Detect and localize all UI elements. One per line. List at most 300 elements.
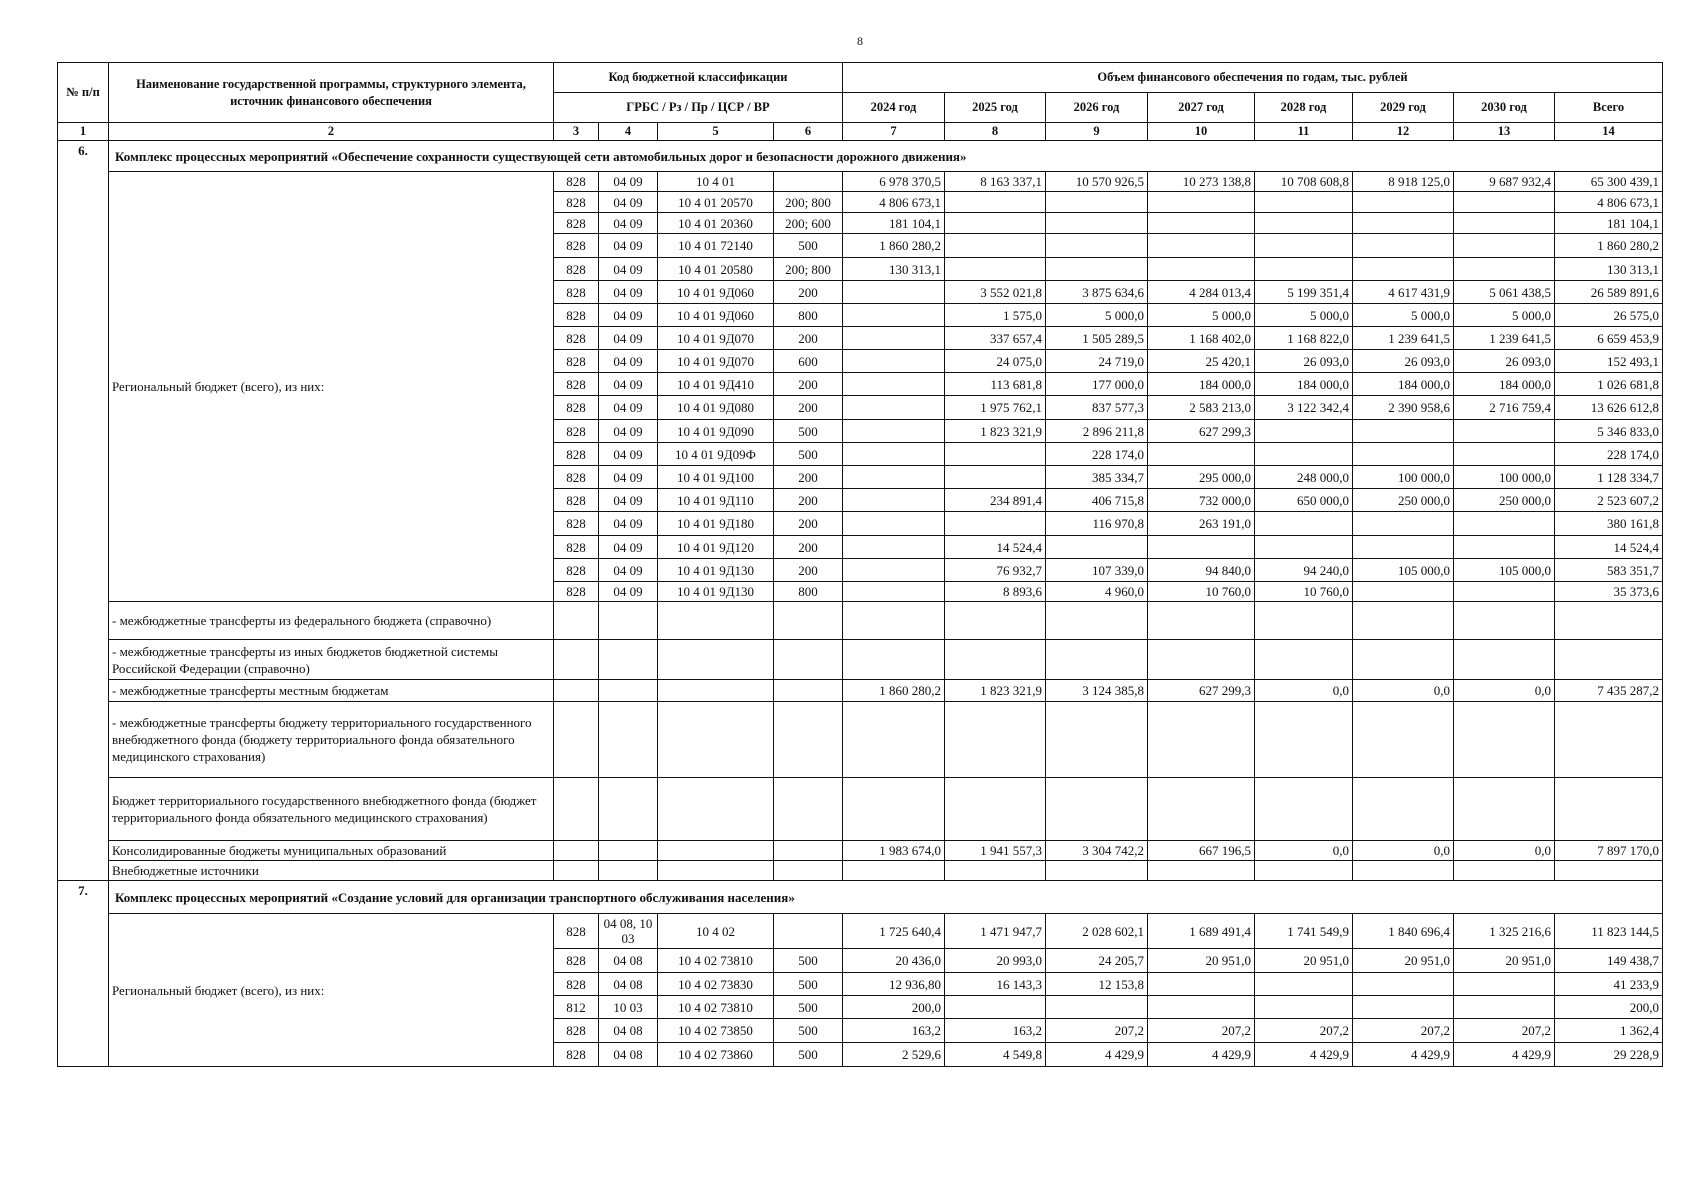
amount-cell: 65 300 439,1: [1555, 172, 1663, 192]
amount-cell: [945, 443, 1046, 466]
source-row: [58, 841, 1663, 861]
amount-cell: 113 681,8: [945, 373, 1046, 396]
code-cell: 10 4 01 20570: [658, 192, 774, 213]
amount-cell: [843, 466, 945, 489]
code-cell: [774, 778, 843, 841]
amount-cell: [945, 258, 1046, 281]
amount-cell: 2 896 211,8: [1046, 420, 1148, 443]
code-cell: 200: [774, 373, 843, 396]
amount-cell: 1 983 674,0: [843, 841, 945, 861]
code-cell: [554, 861, 599, 881]
amount-cell: [1454, 602, 1555, 640]
code-cell: 04 09: [599, 327, 658, 350]
amount-cell: 200,0: [843, 996, 945, 1019]
header-volume-group: Объем финансового обеспечения по годам, тыс. рублей: [843, 63, 1663, 93]
amount-cell: 26 093,0: [1353, 350, 1454, 373]
financing-table: [57, 62, 1663, 1067]
header-row-1: [58, 63, 1663, 93]
amount-cell: [1555, 602, 1663, 640]
code-cell: 04 09: [599, 213, 658, 234]
code-cell: 10 4 01 9Д090: [658, 420, 774, 443]
amount-cell: 2 583 213,0: [1148, 396, 1255, 420]
amount-cell: [1555, 702, 1663, 778]
amount-cell: [1148, 861, 1255, 881]
amount-cell: 1 362,4: [1555, 1019, 1663, 1043]
amount-cell: 35 373,6: [1555, 582, 1663, 602]
code-cell: [774, 861, 843, 881]
code-cell: [554, 602, 599, 640]
amount-cell: 130 313,1: [843, 258, 945, 281]
amount-cell: [1353, 861, 1454, 881]
amount-cell: [1046, 536, 1148, 559]
amount-cell: [1353, 778, 1454, 841]
amount-cell: 14 524,4: [945, 536, 1046, 559]
code-cell: 828: [554, 949, 599, 973]
section-title-row: [58, 881, 1663, 914]
section-title: Комплекс процессных мероприятий «Создание условий для организации транспортного обслуживания населения»: [109, 881, 1663, 914]
amount-cell: [945, 466, 1046, 489]
code-cell: 10 4 01 9Д080: [658, 396, 774, 420]
column-number: 11: [1255, 123, 1353, 141]
amount-cell: 0,0: [1255, 841, 1353, 861]
code-cell: 828: [554, 234, 599, 258]
amount-cell: 4 960,0: [1046, 582, 1148, 602]
code-cell: 200: [774, 396, 843, 420]
table-row: [58, 172, 1663, 192]
amount-cell: 1 941 557,3: [945, 841, 1046, 861]
code-cell: 500: [774, 996, 843, 1019]
code-cell: 10 4 02: [658, 914, 774, 949]
amount-cell: 94 840,0: [1148, 559, 1255, 582]
amount-cell: 24 205,7: [1046, 949, 1148, 973]
code-cell: [774, 680, 843, 702]
amount-cell: [1555, 861, 1663, 881]
amount-cell: [1148, 443, 1255, 466]
source-label: Бюджет территориального государственного внебюджетного фонда (бюджет территориального фонда обязательного медицинского страхования): [109, 778, 554, 841]
code-cell: 200; 800: [774, 258, 843, 281]
amount-cell: 1 128 334,7: [1555, 466, 1663, 489]
amount-cell: 250 000,0: [1353, 489, 1454, 512]
amount-cell: [843, 350, 945, 373]
amount-cell: 207,2: [1255, 1019, 1353, 1043]
code-cell: 10 4 01 9Д410: [658, 373, 774, 396]
amount-cell: 1 689 491,4: [1148, 914, 1255, 949]
amount-cell: 627 299,3: [1148, 680, 1255, 702]
code-cell: 500: [774, 420, 843, 443]
amount-cell: 9 687 932,4: [1454, 172, 1555, 192]
amount-cell: 107 339,0: [1046, 559, 1148, 582]
amount-cell: 20 951,0: [1255, 949, 1353, 973]
code-cell: 828: [554, 489, 599, 512]
amount-cell: 12 153,8: [1046, 973, 1148, 996]
amount-cell: [1353, 602, 1454, 640]
header-year-2028: 2028 год: [1255, 93, 1353, 123]
amount-cell: [1255, 536, 1353, 559]
amount-cell: [1255, 602, 1353, 640]
code-cell: [599, 778, 658, 841]
amount-cell: 14 524,4: [1555, 536, 1663, 559]
amount-cell: 2 028 602,1: [1046, 914, 1148, 949]
amount-cell: [1454, 778, 1555, 841]
amount-cell: [1555, 640, 1663, 680]
amount-cell: 207,2: [1046, 1019, 1148, 1043]
amount-cell: 105 000,0: [1353, 559, 1454, 582]
code-cell: 10 4 02 73860: [658, 1043, 774, 1067]
amount-cell: [1255, 996, 1353, 1019]
code-cell: [774, 914, 843, 949]
code-cell: 500: [774, 1043, 843, 1067]
amount-cell: 1 168 402,0: [1148, 327, 1255, 350]
code-cell: 10 03: [599, 996, 658, 1019]
code-cell: 10 4 02 73810: [658, 996, 774, 1019]
amount-cell: [843, 489, 945, 512]
code-cell: 10 4 01 72140: [658, 234, 774, 258]
code-cell: 10 4 01 9Д070: [658, 327, 774, 350]
amount-cell: [1255, 973, 1353, 996]
amount-cell: 105 000,0: [1454, 559, 1555, 582]
code-cell: 04 09: [599, 373, 658, 396]
code-cell: 04 09: [599, 559, 658, 582]
amount-cell: 1 325 216,6: [1454, 914, 1555, 949]
code-cell: 828: [554, 512, 599, 536]
amount-cell: [1353, 420, 1454, 443]
code-cell: 828: [554, 213, 599, 234]
amount-cell: [843, 373, 945, 396]
table-row: [58, 914, 1663, 949]
code-cell: [599, 702, 658, 778]
amount-cell: [1255, 443, 1353, 466]
amount-cell: 25 420,1: [1148, 350, 1255, 373]
amount-cell: 8 163 337,1: [945, 172, 1046, 192]
amount-cell: 24 075,0: [945, 350, 1046, 373]
amount-cell: [1046, 192, 1148, 213]
amount-cell: [945, 996, 1046, 1019]
amount-cell: 13 626 612,8: [1555, 396, 1663, 420]
amount-cell: [843, 559, 945, 582]
amount-cell: 116 970,8: [1046, 512, 1148, 536]
amount-cell: 10 570 926,5: [1046, 172, 1148, 192]
amount-cell: 41 233,9: [1555, 973, 1663, 996]
amount-cell: [1255, 258, 1353, 281]
amount-cell: [1353, 640, 1454, 680]
amount-cell: 2 716 759,4: [1454, 396, 1555, 420]
amount-cell: 184 000,0: [1454, 373, 1555, 396]
amount-cell: 406 715,8: [1046, 489, 1148, 512]
code-cell: [599, 680, 658, 702]
code-cell: [658, 841, 774, 861]
amount-cell: [945, 861, 1046, 881]
amount-cell: [843, 512, 945, 536]
page-number: 8: [857, 34, 863, 48]
amount-cell: 1 975 762,1: [945, 396, 1046, 420]
amount-cell: [1353, 973, 1454, 996]
amount-cell: 4 284 013,4: [1148, 281, 1255, 304]
amount-cell: 583 351,7: [1555, 559, 1663, 582]
code-cell: 828: [554, 304, 599, 327]
amount-cell: 207,2: [1148, 1019, 1255, 1043]
amount-cell: [1353, 443, 1454, 466]
code-cell: 10 4 01 9Д180: [658, 512, 774, 536]
amount-cell: [843, 327, 945, 350]
code-cell: 600: [774, 350, 843, 373]
amount-cell: 4 429,9: [1255, 1043, 1353, 1067]
code-cell: 10 4 01 9Д100: [658, 466, 774, 489]
amount-cell: [1454, 258, 1555, 281]
financing-table-wrapper: [57, 62, 1663, 1067]
column-number: 3: [554, 123, 599, 141]
amount-cell: 0,0: [1353, 680, 1454, 702]
amount-cell: [1148, 973, 1255, 996]
amount-cell: 100 000,0: [1353, 466, 1454, 489]
code-cell: 10 4 02 73850: [658, 1019, 774, 1043]
code-cell: 828: [554, 281, 599, 304]
amount-cell: 5 199 351,4: [1255, 281, 1353, 304]
amount-cell: 12 936,80: [843, 973, 945, 996]
amount-cell: 1 505 289,5: [1046, 327, 1148, 350]
code-cell: 10 4 01 20580: [658, 258, 774, 281]
budget-label: Региональный бюджет (всего), из них:: [109, 914, 554, 1067]
code-cell: 10 4 01 9Д060: [658, 304, 774, 327]
code-cell: 828: [554, 559, 599, 582]
code-cell: 828: [554, 1019, 599, 1043]
amount-cell: [1148, 258, 1255, 281]
amount-cell: 0,0: [1353, 841, 1454, 861]
code-cell: 04 08: [599, 949, 658, 973]
amount-cell: [1454, 996, 1555, 1019]
amount-cell: 4 806 673,1: [843, 192, 945, 213]
source-row: [58, 861, 1663, 881]
amount-cell: [1255, 861, 1353, 881]
source-label: Консолидированные бюджеты муниципальных образований: [109, 841, 554, 861]
amount-cell: 184 000,0: [1353, 373, 1454, 396]
code-cell: 04 09: [599, 234, 658, 258]
code-cell: [658, 602, 774, 640]
amount-cell: 1 860 280,2: [1555, 234, 1663, 258]
amount-cell: 29 228,9: [1555, 1043, 1663, 1067]
column-number: 2: [109, 123, 554, 141]
table-body: [58, 63, 1663, 1067]
amount-cell: [1454, 420, 1555, 443]
code-cell: 10 4 01 9Д110: [658, 489, 774, 512]
header-year-2025: 2025 год: [945, 93, 1046, 123]
source-row: [58, 680, 1663, 702]
amount-cell: 3 552 021,8: [945, 281, 1046, 304]
code-cell: 828: [554, 396, 599, 420]
code-cell: 10 4 01 20360: [658, 213, 774, 234]
amount-cell: [843, 396, 945, 420]
source-label: - межбюджетные трансферты местным бюджетам: [109, 680, 554, 702]
source-label: - межбюджетные трансферты из федерального бюджета (справочно): [109, 602, 554, 640]
code-cell: 04 08: [599, 1019, 658, 1043]
amount-cell: 4 617 431,9: [1353, 281, 1454, 304]
code-cell: 828: [554, 172, 599, 192]
code-cell: [599, 602, 658, 640]
amount-cell: 184 000,0: [1148, 373, 1255, 396]
code-cell: 04 09: [599, 512, 658, 536]
amount-cell: [1046, 213, 1148, 234]
code-cell: 10 4 01 9Д09Ф: [658, 443, 774, 466]
amount-cell: [1353, 234, 1454, 258]
code-cell: [554, 680, 599, 702]
header-year-2029: 2029 год: [1353, 93, 1454, 123]
amount-cell: [1046, 996, 1148, 1019]
code-cell: 200: [774, 512, 843, 536]
amount-cell: [1148, 640, 1255, 680]
amount-cell: 4 429,9: [1454, 1043, 1555, 1067]
amount-cell: 163,2: [843, 1019, 945, 1043]
amount-cell: 16 143,3: [945, 973, 1046, 996]
code-cell: 04 09: [599, 350, 658, 373]
code-cell: 200; 800: [774, 192, 843, 213]
amount-cell: 207,2: [1353, 1019, 1454, 1043]
amount-cell: 0,0: [1454, 680, 1555, 702]
amount-cell: [1555, 778, 1663, 841]
column-number: 1: [58, 123, 109, 141]
amount-cell: [1148, 602, 1255, 640]
amount-cell: [1454, 702, 1555, 778]
amount-cell: [843, 602, 945, 640]
code-cell: 828: [554, 582, 599, 602]
code-cell: 10 4 01 9Д060: [658, 281, 774, 304]
code-cell: [599, 861, 658, 881]
section-title-row: [58, 141, 1663, 172]
code-cell: [554, 702, 599, 778]
code-cell: 04 09: [599, 192, 658, 213]
amount-cell: [1255, 234, 1353, 258]
header-code-group: Код бюджетной классификации: [554, 63, 843, 93]
code-cell: 812: [554, 996, 599, 1019]
code-cell: 10 4 02 73830: [658, 973, 774, 996]
amount-cell: 163,2: [945, 1019, 1046, 1043]
code-cell: 828: [554, 327, 599, 350]
amount-cell: [1353, 512, 1454, 536]
amount-cell: 130 313,1: [1555, 258, 1663, 281]
code-cell: 500: [774, 949, 843, 973]
code-cell: 500: [774, 443, 843, 466]
amount-cell: 6 978 370,5: [843, 172, 945, 192]
code-cell: 200: [774, 466, 843, 489]
amount-cell: 26 093,0: [1454, 350, 1555, 373]
code-cell: 04 08: [599, 1043, 658, 1067]
amount-cell: [1454, 861, 1555, 881]
amount-cell: [1353, 702, 1454, 778]
code-cell: [658, 702, 774, 778]
amount-cell: 2 390 958,6: [1353, 396, 1454, 420]
amount-cell: [945, 778, 1046, 841]
amount-cell: 94 240,0: [1255, 559, 1353, 582]
source-label: - межбюджетные трансферты из иных бюджетов бюджетной системы Российской Федерации (справочно): [109, 640, 554, 680]
amount-cell: 667 196,5: [1148, 841, 1255, 861]
amount-cell: 228 174,0: [1046, 443, 1148, 466]
amount-cell: 837 577,3: [1046, 396, 1148, 420]
code-cell: 828: [554, 373, 599, 396]
amount-cell: 1 823 321,9: [945, 680, 1046, 702]
code-cell: 04 09: [599, 396, 658, 420]
amount-cell: 1 823 321,9: [945, 420, 1046, 443]
amount-cell: 5 061 438,5: [1454, 281, 1555, 304]
amount-cell: 20 951,0: [1148, 949, 1255, 973]
column-number: 9: [1046, 123, 1148, 141]
column-number: 10: [1148, 123, 1255, 141]
code-cell: 828: [554, 466, 599, 489]
amount-cell: 380 161,8: [1555, 512, 1663, 536]
code-cell: 828: [554, 536, 599, 559]
amount-cell: 1 575,0: [945, 304, 1046, 327]
code-cell: [554, 841, 599, 861]
amount-cell: [1255, 702, 1353, 778]
amount-cell: 181 104,1: [1555, 213, 1663, 234]
column-number: 7: [843, 123, 945, 141]
amount-cell: 207,2: [1454, 1019, 1555, 1043]
amount-cell: 248 000,0: [1255, 466, 1353, 489]
amount-cell: [1454, 443, 1555, 466]
amount-cell: [843, 536, 945, 559]
amount-cell: [843, 861, 945, 881]
source-label: Внебюджетные источники: [109, 861, 554, 881]
code-cell: [554, 778, 599, 841]
code-cell: 200: [774, 559, 843, 582]
amount-cell: [1353, 536, 1454, 559]
code-cell: [599, 841, 658, 861]
amount-cell: 4 806 673,1: [1555, 192, 1663, 213]
amount-cell: 7 897 170,0: [1555, 841, 1663, 861]
amount-cell: 1 239 641,5: [1353, 327, 1454, 350]
amount-cell: 1 725 640,4: [843, 914, 945, 949]
amount-cell: [1353, 582, 1454, 602]
amount-cell: [1353, 192, 1454, 213]
code-cell: 828: [554, 420, 599, 443]
column-number-row: [58, 123, 1663, 141]
code-cell: [554, 640, 599, 680]
amount-cell: [1148, 778, 1255, 841]
amount-cell: [1454, 640, 1555, 680]
amount-cell: [1454, 192, 1555, 213]
amount-cell: [1148, 213, 1255, 234]
amount-cell: 20 993,0: [945, 949, 1046, 973]
amount-cell: 385 334,7: [1046, 466, 1148, 489]
amount-cell: [1148, 192, 1255, 213]
column-number: 6: [774, 123, 843, 141]
source-row: [58, 640, 1663, 680]
amount-cell: 26 093,0: [1255, 350, 1353, 373]
amount-cell: [1353, 258, 1454, 281]
amount-cell: 228 174,0: [1555, 443, 1663, 466]
amount-cell: [1454, 512, 1555, 536]
amount-cell: 6 659 453,9: [1555, 327, 1663, 350]
amount-cell: [945, 213, 1046, 234]
code-cell: 828: [554, 350, 599, 373]
amount-cell: 250 000,0: [1454, 489, 1555, 512]
amount-cell: 3 875 634,6: [1046, 281, 1148, 304]
amount-cell: [1255, 420, 1353, 443]
amount-cell: 2 529,6: [843, 1043, 945, 1067]
column-number: 14: [1555, 123, 1663, 141]
amount-cell: [1454, 234, 1555, 258]
amount-cell: 3 304 742,2: [1046, 841, 1148, 861]
amount-cell: 8 918 125,0: [1353, 172, 1454, 192]
code-cell: [658, 778, 774, 841]
amount-cell: [945, 602, 1046, 640]
amount-cell: [843, 443, 945, 466]
amount-cell: [1046, 702, 1148, 778]
code-cell: 500: [774, 973, 843, 996]
amount-cell: 1 741 549,9: [1255, 914, 1353, 949]
column-number: 4: [599, 123, 658, 141]
header-year-2030: 2030 год: [1454, 93, 1555, 123]
code-cell: 828: [554, 258, 599, 281]
amount-cell: 20 951,0: [1353, 949, 1454, 973]
amount-cell: [945, 702, 1046, 778]
